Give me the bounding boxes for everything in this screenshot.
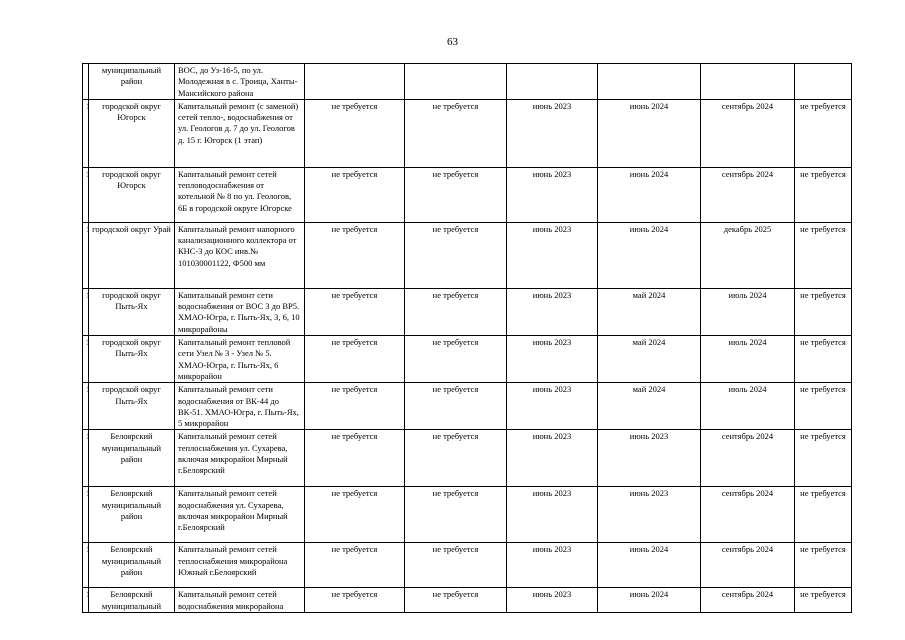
- status-cell-1: не требуется: [305, 288, 405, 335]
- object-cell: Капитальный ремонт сети водоснабжения от ВОС 3 до ВР5. ХМАО-Югра, г. Пыть-Ях, 3, 6, 10 микрорайоны: [175, 288, 305, 335]
- status-cell-3: не требуется: [795, 383, 852, 430]
- register-table: [82, 63, 852, 613]
- status-cell-2: не требуется: [405, 222, 507, 288]
- territory-cell: городской округ Пыть-Ях: [89, 383, 175, 430]
- object-cell: ВОС, до Уз-16-5, по ул. Молодежная в с. Троица, Ханты-Мансийского района: [175, 64, 305, 100]
- object-cell: Капитальный ремонт сетей водоснабжения микрорайона: [175, 588, 305, 613]
- status-cell-3: не требуется: [795, 99, 852, 167]
- status-cell-3: не требуется: [795, 588, 852, 613]
- date-cell-3: сентябрь 2024: [701, 487, 795, 543]
- table-row: [83, 64, 852, 100]
- date-cell-2: июнь 2024: [598, 167, 701, 222]
- territory-cell: городской округ Пыть-Ях: [89, 336, 175, 383]
- table-row: [83, 588, 852, 613]
- date-cell-1: июнь 2023: [507, 383, 598, 430]
- date-cell-3: июль 2024: [701, 288, 795, 335]
- territory-cell: муниципальный район: [89, 64, 175, 100]
- table-row: [83, 430, 852, 487]
- date-cell-1: июнь 2023: [507, 543, 598, 588]
- status-cell-2: не требуется: [405, 588, 507, 613]
- territory-cell: городской округ Урай: [89, 222, 175, 288]
- status-cell-2: не требуется: [405, 383, 507, 430]
- territory-cell: Белоярский муниципальный район: [89, 487, 175, 543]
- object-cell: Капитальный ремонт тепловой сети Узел № 3 - Узел № 5. ХМАО-Югра, г. Пыть-Ях, 6 микрорайон: [175, 336, 305, 383]
- territory-cell: Белоярский муниципальный район: [89, 430, 175, 487]
- territory-cell: городской округ Югорск: [89, 99, 175, 167]
- status-cell-1: [305, 64, 405, 100]
- status-cell-3: не требуется: [795, 543, 852, 588]
- status-cell-2: не требуется: [405, 336, 507, 383]
- date-cell-2: июнь 2024: [598, 543, 701, 588]
- date-cell-2: июнь 2024: [598, 99, 701, 167]
- status-cell-1: не требуется: [305, 487, 405, 543]
- date-cell-1: июнь 2023: [507, 167, 598, 222]
- date-cell-2: [598, 64, 701, 100]
- date-cell-1: июнь 2023: [507, 487, 598, 543]
- date-cell-2: май 2024: [598, 288, 701, 335]
- table-row: [83, 543, 852, 588]
- status-cell-2: не требуется: [405, 430, 507, 487]
- date-cell-1: июнь 2023: [507, 588, 598, 613]
- table-body: [83, 64, 852, 613]
- table-row: [83, 167, 852, 222]
- date-cell-1: июнь 2023: [507, 222, 598, 288]
- date-cell-3: сентябрь 2024: [701, 99, 795, 167]
- date-cell-1: [507, 64, 598, 100]
- object-cell: Капитальный ремонт сети водоснабжения от ВК-44 до ВК-51. ХМАО-Югра, г. Пыть-Ях, 5 микрорайон: [175, 383, 305, 430]
- status-cell-3: не требуется: [795, 167, 852, 222]
- object-cell: Капитальный ремонт сетей тепловодоснабжения от котельной № 8 по ул. Геологов, 6Б в городской округе Югорске: [175, 167, 305, 222]
- status-cell-3: не требуется: [795, 487, 852, 543]
- table-row: [83, 336, 852, 383]
- object-cell: Капитальный ремонт (с заменой) сетей тепло-, водоснабжения от ул. Геологов д. 7 до ул. Геологов д. 15 г. Югорск (1 этап): [175, 99, 305, 167]
- date-cell-2: июнь 2024: [598, 588, 701, 613]
- status-cell-3: не требуется: [795, 222, 852, 288]
- table-row: [83, 383, 852, 430]
- status-cell-2: [405, 64, 507, 100]
- status-cell-3: не требуется: [795, 288, 852, 335]
- table-row: [83, 288, 852, 335]
- date-cell-1: июнь 2023: [507, 430, 598, 487]
- date-cell-3: [701, 64, 795, 100]
- date-cell-3: сентябрь 2024: [701, 167, 795, 222]
- status-cell-1: не требуется: [305, 222, 405, 288]
- status-cell-1: не требуется: [305, 383, 405, 430]
- territory-cell: городской округ Пыть-Ях: [89, 288, 175, 335]
- territory-cell: Белоярский муниципальный: [89, 588, 175, 613]
- status-cell-3: не требуется: [795, 336, 852, 383]
- date-cell-2: май 2024: [598, 383, 701, 430]
- date-cell-1: июнь 2023: [507, 336, 598, 383]
- status-cell-2: не требуется: [405, 99, 507, 167]
- table-row: [83, 222, 852, 288]
- date-cell-2: июнь 2023: [598, 430, 701, 487]
- status-cell-2: не требуется: [405, 288, 507, 335]
- status-cell-1: не требуется: [305, 543, 405, 588]
- object-cell: Капитальный ремонт сетей теплоснабжения ул. Сухарева, включая микрорайон Мирный г.Белоярский: [175, 430, 305, 487]
- page-number: 63: [447, 36, 458, 48]
- status-cell-1: не требуется: [305, 167, 405, 222]
- status-cell-3: [795, 64, 852, 100]
- table-row: [83, 99, 852, 167]
- object-cell: Капитальный ремонт напорного канализационного коллектора от КНС-3 до КОС инв.№ 101030001122, Ф500 мм: [175, 222, 305, 288]
- date-cell-2: июнь 2024: [598, 222, 701, 288]
- date-cell-3: сентябрь 2024: [701, 543, 795, 588]
- status-cell-1: не требуется: [305, 99, 405, 167]
- date-cell-2: май 2024: [598, 336, 701, 383]
- status-cell-2: не требуется: [405, 487, 507, 543]
- date-cell-3: сентябрь 2024: [701, 588, 795, 613]
- status-cell-1: не требуется: [305, 588, 405, 613]
- status-cell-1: не требуется: [305, 430, 405, 487]
- date-cell-3: сентябрь 2024: [701, 430, 795, 487]
- date-cell-2: июнь 2023: [598, 487, 701, 543]
- territory-cell: Белоярский муниципальный район: [89, 543, 175, 588]
- date-cell-3: июль 2024: [701, 336, 795, 383]
- status-cell-3: не требуется: [795, 430, 852, 487]
- status-cell-2: не требуется: [405, 543, 507, 588]
- object-cell: Капитальный ремонт сетей водоснабжения ул. Сухарева, включая микрорайон Мирный г.Белоярский: [175, 487, 305, 543]
- date-cell-1: июнь 2023: [507, 99, 598, 167]
- date-cell-3: декабрь 2025: [701, 222, 795, 288]
- territory-cell: городской округ Югорск: [89, 167, 175, 222]
- date-cell-1: июнь 2023: [507, 288, 598, 335]
- status-cell-1: не требуется: [305, 336, 405, 383]
- status-cell-2: не требуется: [405, 167, 507, 222]
- table-row: [83, 487, 852, 543]
- date-cell-3: июль 2024: [701, 383, 795, 430]
- object-cell: Капитальный ремонт сетей теплоснабжения микрорайона Южный г.Белоярский: [175, 543, 305, 588]
